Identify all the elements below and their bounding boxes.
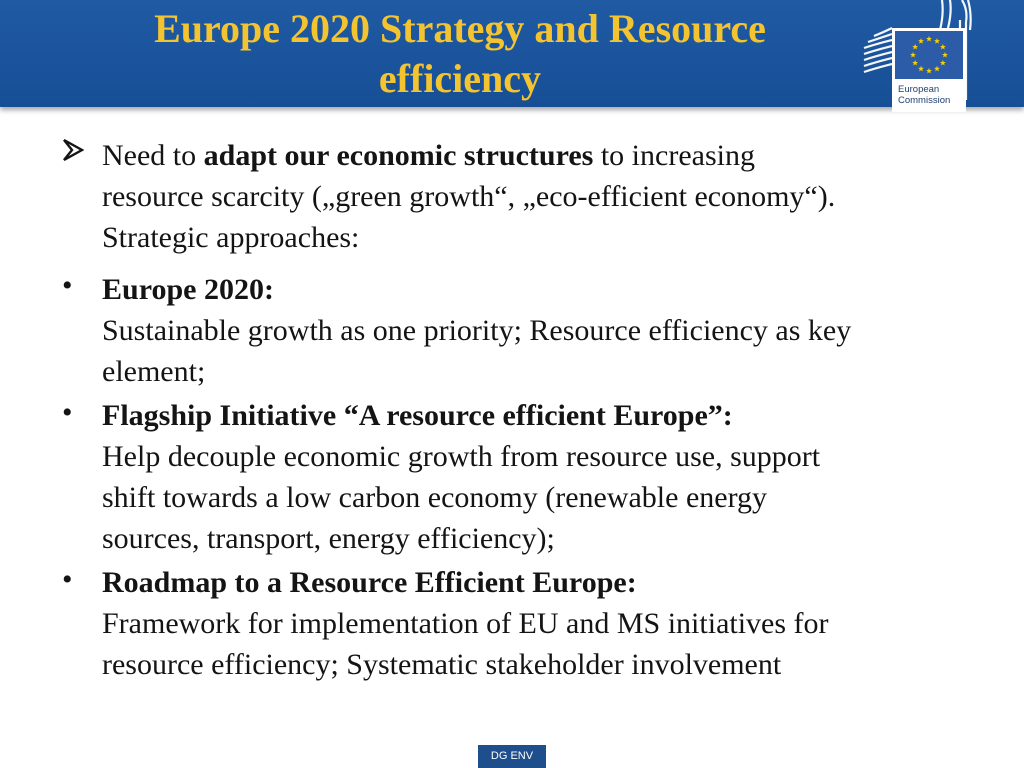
intro-line-3: Strategic approaches: — [102, 221, 360, 254]
bullet-heading: Europe 2020: — [102, 273, 274, 306]
title-line-2: efficiency — [378, 56, 542, 101]
bullet-dot-icon: • — [62, 269, 73, 302]
bullet-item-roadmap — [102, 562, 982, 685]
bullet-line: Sustainable growth as one priority; Resource efficiency as key — [102, 314, 852, 347]
bullet-dot-icon: • — [62, 563, 73, 596]
bullet-line: element; — [102, 355, 206, 388]
bullet-item-europe-2020 — [102, 269, 982, 392]
intro-text-end: to increasing — [593, 139, 755, 172]
bullet-dot-icon: • — [62, 396, 73, 429]
bullet-item-flagship-initiative — [102, 395, 982, 559]
bullet-heading: Roadmap to a Resource Efficient Europe: — [102, 566, 637, 599]
bullet-line: Framework for implementation of EU and MS initiatives for — [102, 607, 829, 640]
bullet-heading: Flagship Initiative “A resource efficient Europe”: — [102, 399, 733, 432]
intro-paragraph — [102, 135, 982, 258]
logo-text-commission: Commission — [898, 95, 951, 106]
bullet-line: Help decouple economic growth from resource use, support — [102, 440, 821, 473]
intro-line-2: resource scarcity („green growth“, „eco-efficient economy“). — [102, 180, 836, 213]
intro-text-bold: adapt our economic structures — [203, 139, 594, 172]
logo-text-european: European — [898, 84, 940, 95]
title-line-1: Europe 2020 Strategy and Resource — [154, 6, 766, 51]
bullet-line: resource efficiency; Systematic stakeholder involvement — [102, 648, 782, 681]
arrow-right-icon — [62, 138, 84, 162]
footer-dg-env-tag: DG ENV — [478, 745, 546, 768]
bullet-line: sources, transport, energy efficiency); — [102, 522, 555, 555]
bullet-line: shift towards a low carbon economy (renewable energy — [102, 481, 768, 514]
intro-text-start: Need to — [102, 139, 204, 172]
